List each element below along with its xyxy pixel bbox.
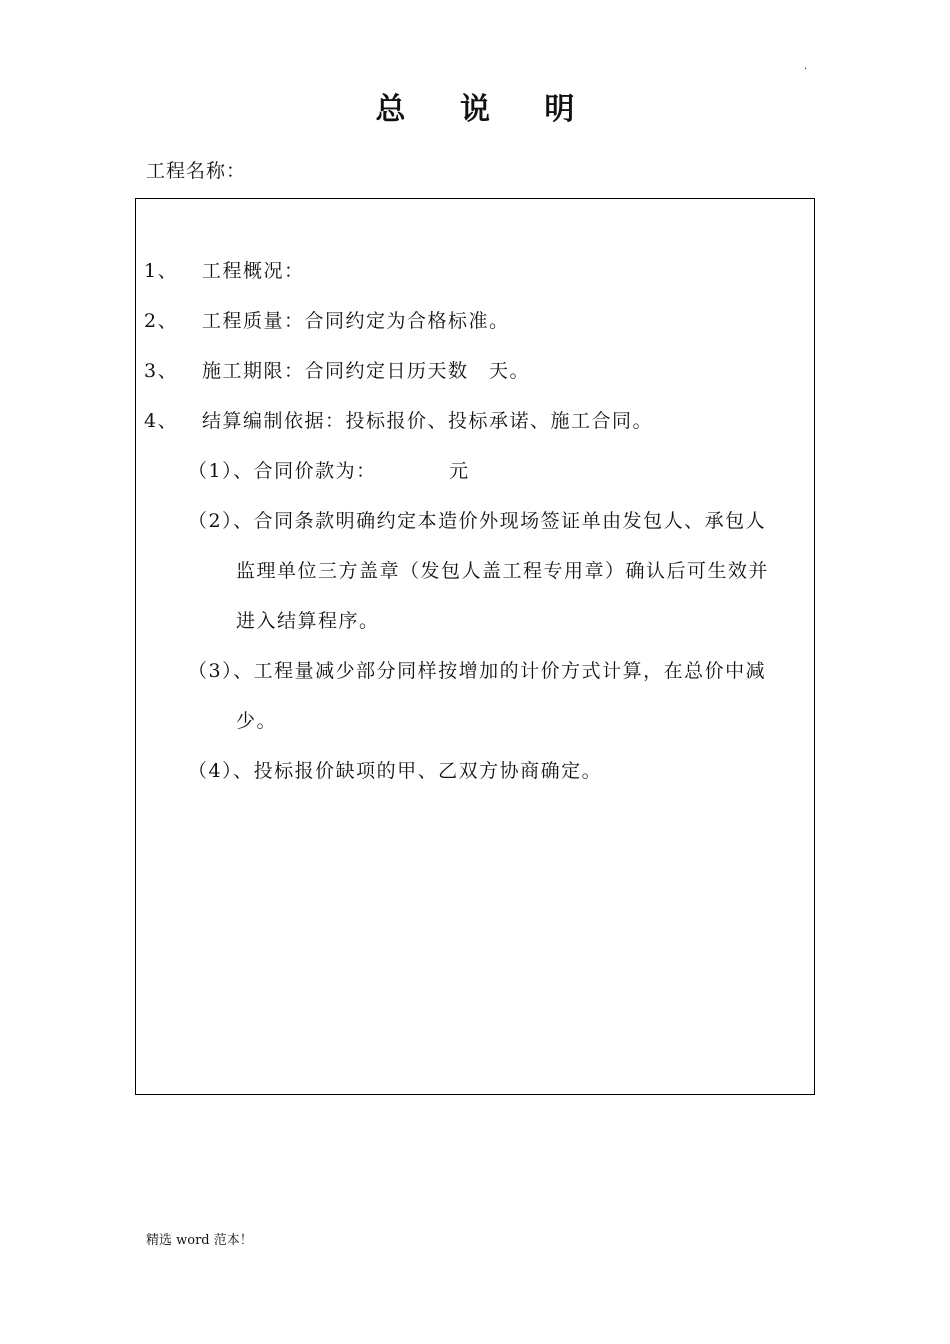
content-box [135,198,815,1095]
item-text: 工程概况： [202,260,305,282]
subitem-1: （1）、合同价款为： 元 [188,460,470,482]
subitem-3-continuation: 少。 [236,710,278,732]
item-number: 4、 [144,410,179,432]
page-title: 总 说 明 [375,92,597,127]
subitem-2-continuation: 进入结算程序。 [236,610,380,632]
subitem-2-continuation: 监理单位三方盖章（发包人盖工程专用章）确认后可生效并 [236,560,770,582]
item-text: 工程质量：合同约定为合格标准。 [202,310,510,332]
item-number: 3、 [144,360,179,382]
item-text: 施工期限：合同约定日历天数 天。 [202,360,531,382]
subitem-3: （3）、工程量减少部分同样按增加的计价方式计算，在总价中减 [188,660,767,682]
corner-mark: . [804,61,808,72]
subitem-2: （2）、合同条款明确约定本造价外现场签证单由发包人、承包人 [188,510,767,532]
item-number: 1、 [144,260,179,282]
project-name-label: 工程名称： [146,160,247,182]
subitem-4: （4）、投标报价缺项的甲、乙双方协商确定。 [188,760,603,782]
footer-note: 精选 word 范本！ [146,1233,253,1248]
item-number: 2、 [144,310,179,332]
item-text: 结算编制依据：投标报价、投标承诺、施工合同。 [202,410,654,432]
